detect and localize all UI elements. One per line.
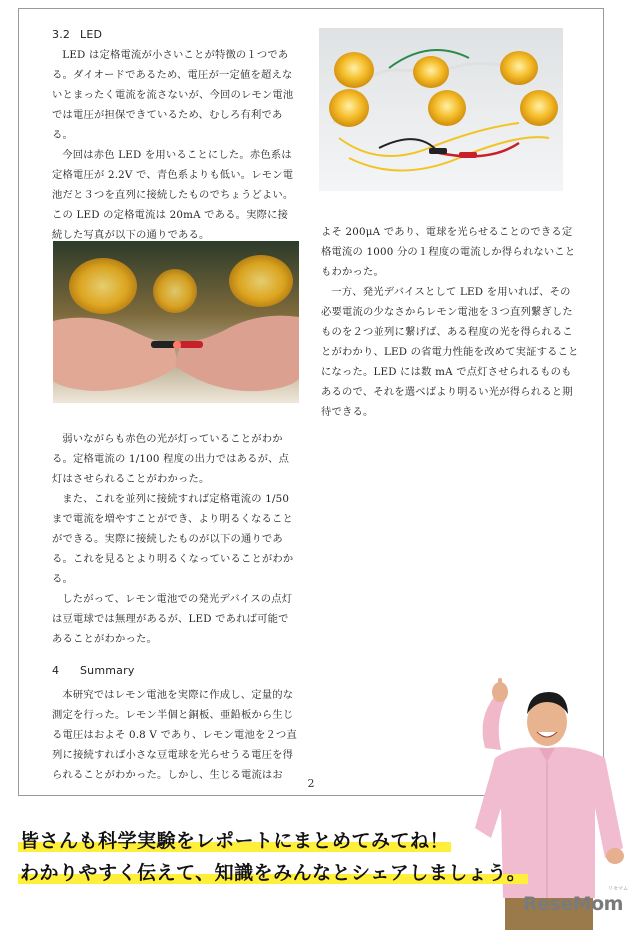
photo-led-hands (53, 241, 299, 403)
paragraph-led-2: 今回は赤色 LED を用いることにした。赤色系は定格電圧が 2.2V で、青色系よりも低い。レモン電池だと３つを直列に接続したものでちょうどよい。この LED の定格電流は 20mA である。実際に接続した写真が以下の通りである。 (52, 149, 294, 241)
right-column (321, 222, 581, 422)
left-column-bottom (52, 429, 298, 785)
banner-text-2: わかりやすく伝えて、知識をみんなとシェアしましょう。 (20, 862, 527, 884)
paragraph-right-2: 一方、発光デバイスとして LED を用いれば、その必要電流の少なさからレモン電池を３つ直列繋ぎしたものを２つ並列に繋げば、ある程度の光を得られることがわかり、LED の省電力性能を改めて実証することになった。LED には数 mA で点灯させられるものもあるので、それを選べばより明るい光が得られると期待できる。 (321, 286, 579, 418)
section-title: Summary (80, 664, 135, 677)
paragraph-led-1: LED は定格電流が小さいことが特徴の１つである。ダイオードであるため、電圧が一定値を超えないとまったく電流を流さないが、今回のレモン電池では電圧が担保できているため、むしろ有利である。 (52, 49, 294, 141)
paragraph-continued: よそ 200μA であり、電球を光らせることのできる定格電流の 1000 分の１程度の電流しか得られないこともわかった。 (321, 226, 576, 278)
left-column-top (52, 25, 298, 245)
section-heading-4 (52, 661, 298, 681)
logo-subtext: リセマム (608, 886, 628, 892)
section-heading-3-2 (52, 25, 298, 45)
paragraph-led-3: 弱いながらも赤色の光が灯っていることがわかる。定格電流の 1/100 程度の出力ではあるが、点灯はさせられることがわかった。 (52, 433, 290, 485)
banner-text-1: 皆さんも科学実験をレポートにまとめてみてね！ (20, 830, 450, 852)
page-number: 2 (307, 777, 315, 790)
section-number: 3.2 (52, 28, 71, 41)
photo-lemon-circuit (319, 28, 563, 191)
banner-line-2 (18, 858, 528, 885)
paragraph-led-4: また、これを並列に接続すれば定格電流の 1/50 まで電流を増やすことができ、より明るくなることができる。実際に接続したものが以下の通りである。これを見るとより明るくなっていることがわかる。 (52, 493, 294, 585)
banner-line-1 (18, 826, 451, 853)
section-number: 4 (52, 664, 60, 677)
section-title: LED (80, 28, 103, 41)
resemom-logo: ReseMom (523, 893, 623, 915)
paragraph-led-5: したがって、レモン電池での発光デバイスの点灯は豆電球では無理があるが、LED であれば可能であることがわかった。 (52, 593, 293, 645)
paragraph-summary-1: 本研究ではレモン電池を実際に作成し、定量的な測定を行った。レモン半個と銅板、亜鉛板から生じる電圧はおよそ 0.8 V であり、レモン電池を２つ直列に接続すれば小さな豆電球を光らせうる電圧を得られることがわかった。しかし、生じる電流はお (52, 689, 297, 781)
